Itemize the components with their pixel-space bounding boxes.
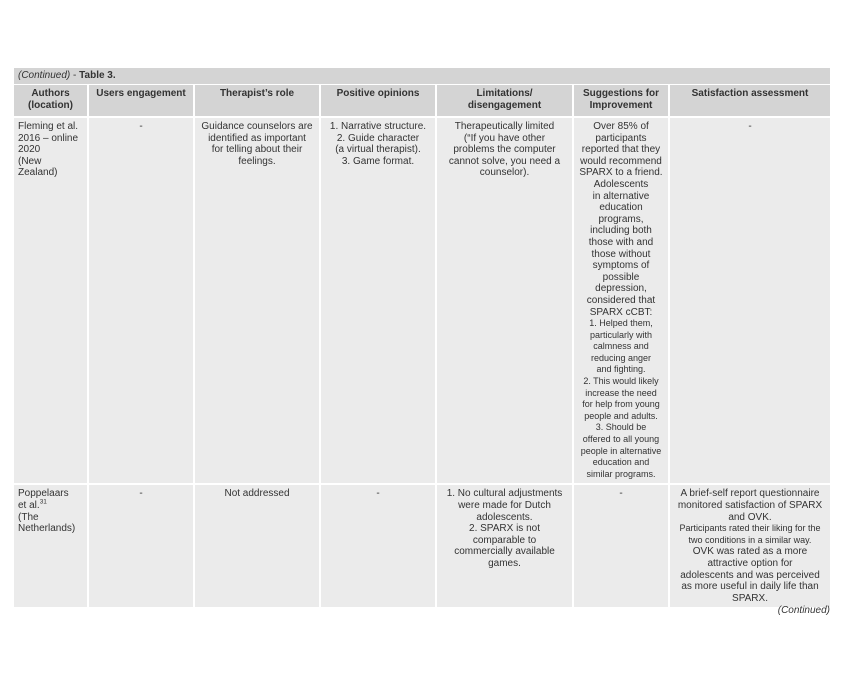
- header-suggestions: Suggestions for Improvement: [574, 85, 670, 118]
- satisfaction-tail: OVK was rated as a more attractive option for adolescents and was perceived as more useful in daily life than SPARX.: [680, 546, 820, 604]
- table-row: [14, 118, 830, 485]
- cell-therapist: Guidance counselors are identified as important for telling about their feelings.: [195, 118, 321, 485]
- caption-continued: (Continued): [18, 70, 71, 81]
- header-limitations: Limitations/ disengagement: [437, 85, 574, 118]
- cell-suggestions: -: [574, 485, 670, 609]
- cell-satisfaction: -: [670, 118, 830, 485]
- cell-limitations: Therapeutically limited (“If you have other problems the computer cannot solve, you need a counselor).: [437, 118, 574, 485]
- authors-text: Poppelaars et al.: [18, 488, 69, 511]
- header-positive-opinions: Positive opinions: [321, 85, 437, 118]
- data-table: [14, 85, 830, 609]
- cell-limitations: 1. No cultural adjustments were made for Dutch adolescents. 2. SPARX is not comparable to commercially available games.: [437, 485, 574, 609]
- header-satisfaction: Satisfaction assessment: [670, 85, 830, 118]
- table-header-row: [14, 85, 830, 118]
- cell-suggestions: [574, 118, 670, 485]
- authors-text: Fleming et al. 2016 – online 2020 (New Zealand): [18, 121, 79, 179]
- table-caption: [14, 68, 830, 84]
- table-container: [14, 68, 830, 609]
- cell-therapist: Not addressed: [195, 485, 321, 609]
- reference-superscript: 31: [39, 498, 47, 506]
- suggestions-main: Over 85% of participants reported that they would recommend SPARX to a friend. Adolescents in alternative education programs, including both those with and those without symptoms of possible depression, considered that SPARX cCBT:: [579, 121, 663, 318]
- cell-authors: [14, 118, 89, 485]
- cell-positive: -: [321, 485, 437, 609]
- cell-engagement: -: [89, 118, 195, 485]
- authors-location: (The Netherlands): [18, 511, 76, 535]
- cell-satisfaction: [670, 485, 830, 609]
- continued-footer: (Continued): [777, 605, 830, 616]
- satisfaction-main: A brief-self report questionnaire monitored satisfaction of SPARX and OVK.: [677, 488, 823, 523]
- cell-authors: [14, 485, 89, 609]
- header-authors: Authors (location): [14, 85, 89, 118]
- caption-separator: -: [70, 70, 80, 81]
- header-therapists-role: Therapist’s role: [195, 85, 321, 118]
- caption-table-label: Table 3.: [79, 70, 116, 81]
- cell-positive: 1. Narrative structure. 2. Guide character (a virtual therapist). 3. Game format.: [321, 118, 437, 485]
- table-row: [14, 485, 830, 609]
- satisfaction-small: Participants rated their liking for the two conditions in a similar way.: [679, 523, 821, 545]
- cell-engagement: -: [89, 485, 195, 609]
- suggestions-small: 1. Helped them, particularly with calmness and reducing anger and fighting. 2. This would likely increase the need for help from young people and adults. 3. Should be offered to all young people in alternative education and similar programs.: [580, 318, 662, 479]
- header-users-engagement: Users engagement: [89, 85, 195, 118]
